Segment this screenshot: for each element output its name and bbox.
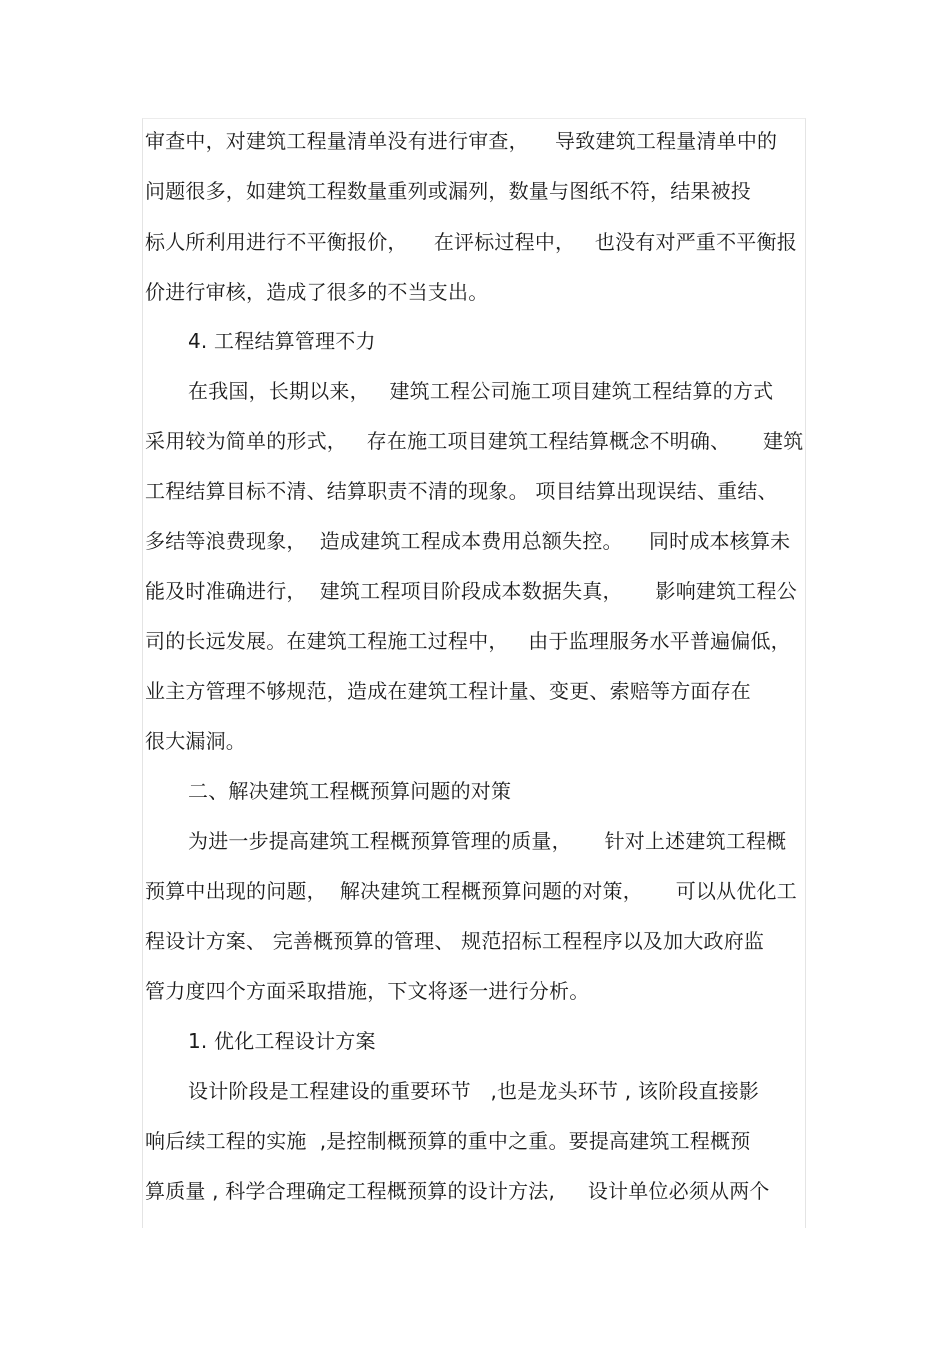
- text-line: 能及时准确进行， 建筑工程项目阶段成本数据失真， 影响建筑工程公: [145, 579, 797, 603]
- text-line: 算质量 , 科学合理确定工程概预算的设计方法, 设计单位必须从两个: [145, 1179, 770, 1203]
- text-line: 司的长远发展。在建筑工程施工过程中， 由于监理服务水平普遍偏低，: [145, 629, 791, 653]
- text-line: 很大漏洞。: [145, 729, 246, 753]
- text-line: 业主方管理不够规范，造成在建筑工程计量、变更、索赔等方面存在: [145, 679, 751, 703]
- section-heading: 二、解决建筑工程概预算问题的对策: [188, 779, 512, 803]
- text-line: 多结等浪费现象， 造成建筑工程成本费用总额失控。 同时成本核算未: [145, 529, 791, 553]
- section-heading: 1. 优化工程设计方案: [188, 1029, 376, 1053]
- text-line: 预算中出现的问题， 解决建筑工程概预算问题的对策， 可以从优化工: [145, 879, 797, 903]
- text-line: 在我国，长期以来， 建筑工程公司施工项目建筑工程结算的方式: [188, 379, 774, 403]
- text-line: 程设计方案、 完善概预算的管理、 规范招标工程程序以及加大政府监: [145, 929, 765, 953]
- section-heading: 4. 工程结算管理不力: [188, 329, 376, 353]
- text-line: 审查中，对建筑工程量清单没有进行审查， 导致建筑工程量清单中的: [145, 129, 778, 153]
- text-line: 采用较为简单的形式， 存在施工项目建筑工程结算概念不明确、 建筑: [145, 429, 804, 453]
- text-line: 价进行审核，造成了很多的不当支出。: [145, 280, 489, 304]
- text-line: 管力度四个方面采取措施，下文将逐一进行分析。: [145, 979, 590, 1003]
- text-line: 工程结算目标不清、结算职责不清的现象。 项目结算出现误结、重结、: [145, 479, 778, 503]
- text-line: 响后续工程的实施 ,是控制概预算的重中之重。要提高建筑工程概预: [145, 1129, 751, 1153]
- text-line: 设计阶段是工程建设的重要环节 ,也是龙头环节 , 该阶段直接影: [188, 1079, 760, 1103]
- text-line: 为进一步提高建筑工程概预算管理的质量， 针对上述建筑工程概: [188, 829, 787, 853]
- text-line: 问题很多，如建筑工程数量重列或漏列，数量与图纸不符，结果被投: [145, 179, 751, 203]
- text-line: 标人所利用进行不平衡报价， 在评标过程中， 也没有对严重不平衡报: [145, 230, 797, 254]
